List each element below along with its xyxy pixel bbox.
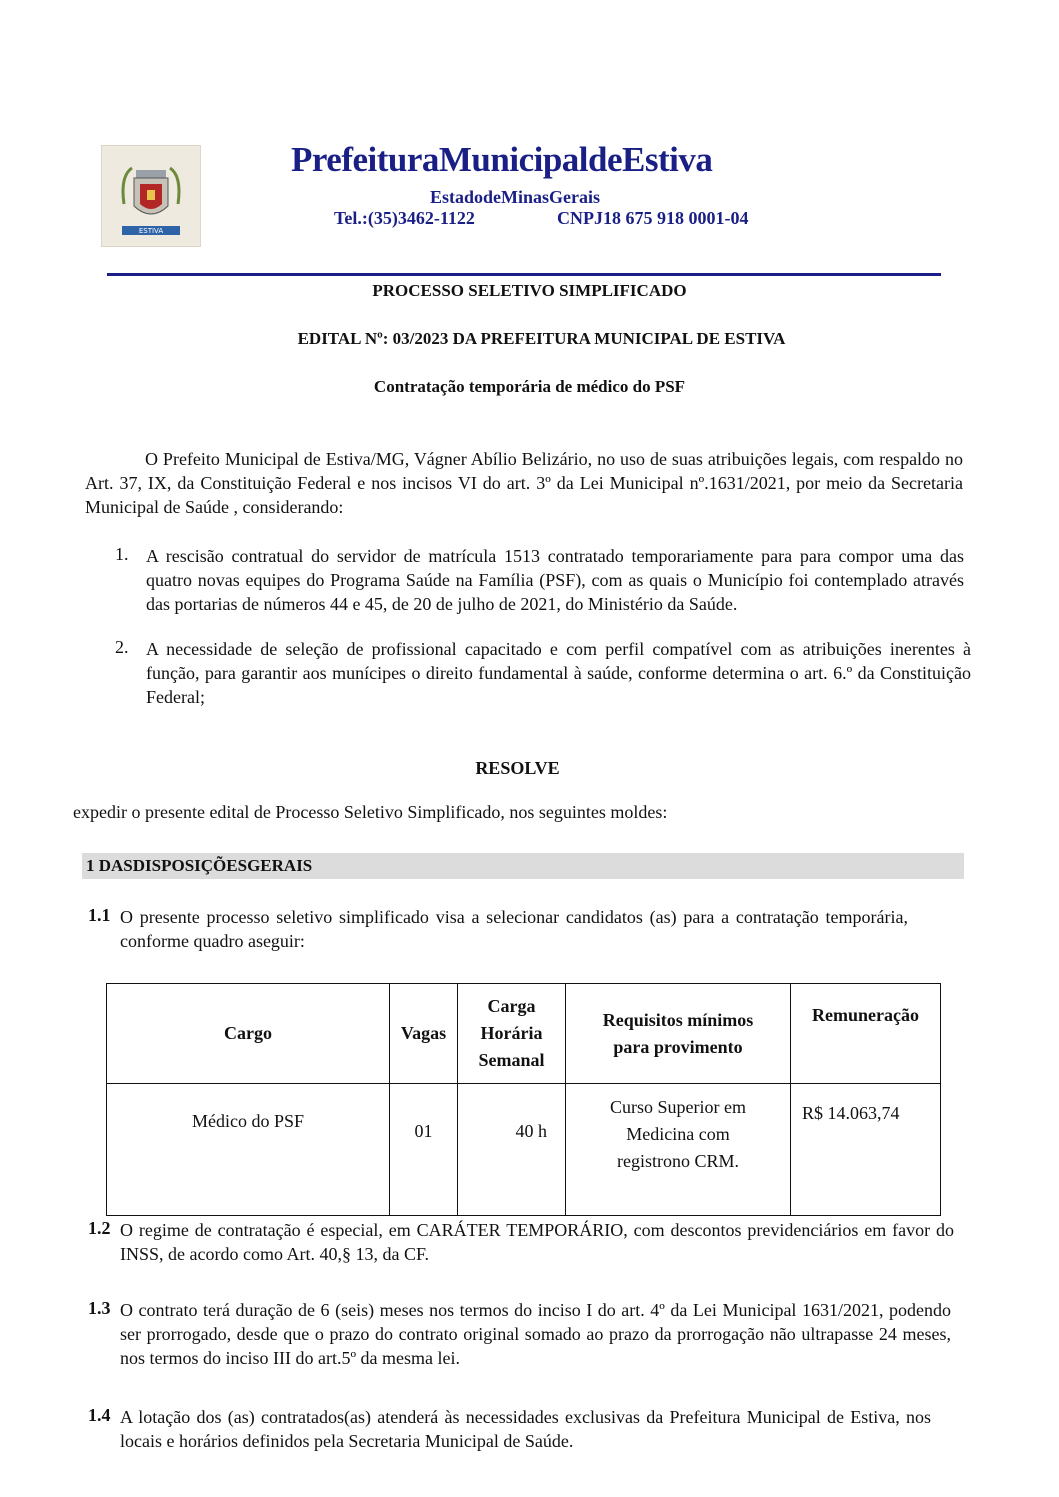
page-title: PrefeituraMunicipaldeEstiva — [291, 140, 713, 179]
resolve-heading: RESOLVE — [475, 758, 560, 778]
clause-1-4-number: 1.4 — [88, 1405, 111, 1425]
phone-number: Tel.:(35)3462-1122 — [334, 208, 475, 228]
clause-1-1-number: 1.1 — [88, 905, 111, 925]
clause-1-1-text: O presente processo seletivo simplificado visa a selecionar candidatos (as) para a contratação temporária, conforme quadro aseguir: — [120, 907, 908, 951]
cell-requisitos: Curso Superior em Medicina com registrono CRM. — [566, 1084, 791, 1216]
header-requisitos: Requisitos mínimos para provimento — [566, 984, 791, 1084]
header-divider — [107, 273, 941, 276]
header-carga-horaria: Carga Horária Semanal — [458, 984, 566, 1084]
table-header-row — [107, 984, 941, 1084]
item-2-text: A necessidade de seleção de profissional capacitado e com perfil compatível com as atribuições inerentes à função, para garantir aos munícipes o direito fundamental à saúde, conforme determina o art. 6.º da Constituição Federal; — [146, 639, 971, 707]
item-1-text: A rescisão contratual do servidor de matrícula 1513 contratado temporariamente para para compor uma das quatro novas equipes do Programa Saúde na Família (PSF), com as quais o Município foi contemplado através das portarias de números 44 e 45, de 20 de julho de 2021, do Ministério da Saúde. — [146, 546, 964, 614]
expedir-text: expedir o presente edital de Processo Seletivo Simplificado, nos seguintes moldes: — [73, 802, 668, 822]
cell-vagas: 01 — [390, 1084, 458, 1216]
header-cargo: Cargo — [107, 984, 390, 1084]
logo-text: ESTIVA — [138, 227, 164, 235]
table-row — [107, 1084, 941, 1216]
clause-1-3-text: O contrato terá duração de 6 (seis) meses nos termos do inciso I do art. 4º da Lei Municipal 1631/2021, podendo ser prorrogado, desde que o prazo do contrato original somado ao prazo da prorrogação não ultrapasse 24 meses, nos termos do inciso III do art.5º da mesma lei. — [120, 1300, 951, 1368]
edital-heading: EDITAL Nº: 03/2023 DA PREFEITURA MUNICIPAL DE ESTIVA — [297, 329, 786, 348]
state-name: EstadodeMinasGerais — [430, 187, 601, 207]
cnpj-number: CNPJ18 675 918 0001-04 — [557, 208, 749, 228]
section-1-title: 1 DASDISPOSIÇÕESGERAIS — [86, 856, 313, 875]
process-heading: PROCESSO SELETIVO SIMPLIFICADO — [372, 281, 687, 300]
clause-1-2-number: 1.2 — [88, 1218, 111, 1238]
header-vagas: Vagas — [390, 984, 458, 1084]
municipal-coat-of-arms-logo — [101, 145, 201, 247]
positions-table — [106, 983, 941, 1216]
subject-heading: Contratação temporária de médico do PSF — [373, 377, 686, 396]
cell-cargo: Médico do PSF — [107, 1084, 390, 1216]
intro-paragraph: O Prefeito Municipal de Estiva/MG, Vágner Abílio Belizário, no uso de suas atribuições legais, com respaldo no Art. 37, IX, da Constituição Federal e nos incisos VI do art. 3º da Lei Municipal nº.1631/2021, por meio da Secretaria Municipal de Saúde , considerando: — [85, 449, 963, 517]
cell-remuneracao: R$ 14.063,74 — [791, 1084, 941, 1216]
clause-1-2-text: O regime de contratação é especial, em CARÁTER TEMPORÁRIO, com descontos previdenciários em favor do INSS, de acordo como Art. 40,§ 13, da CF. — [120, 1220, 954, 1264]
clause-1-3-number: 1.3 — [88, 1298, 111, 1318]
clause-1-4-text: A lotação dos (as) contratados(as) atenderá às necessidades exclusivas da Prefeitura Municipal de Estiva, nos locais e horários definidos pela Secretaria Municipal de Saúde. — [120, 1407, 931, 1451]
item-2-number: 2. — [115, 637, 129, 657]
header-remuneracao: Remuneração — [791, 984, 941, 1084]
cell-carga: 40 h — [458, 1084, 566, 1216]
item-1-number: 1. — [115, 544, 129, 564]
